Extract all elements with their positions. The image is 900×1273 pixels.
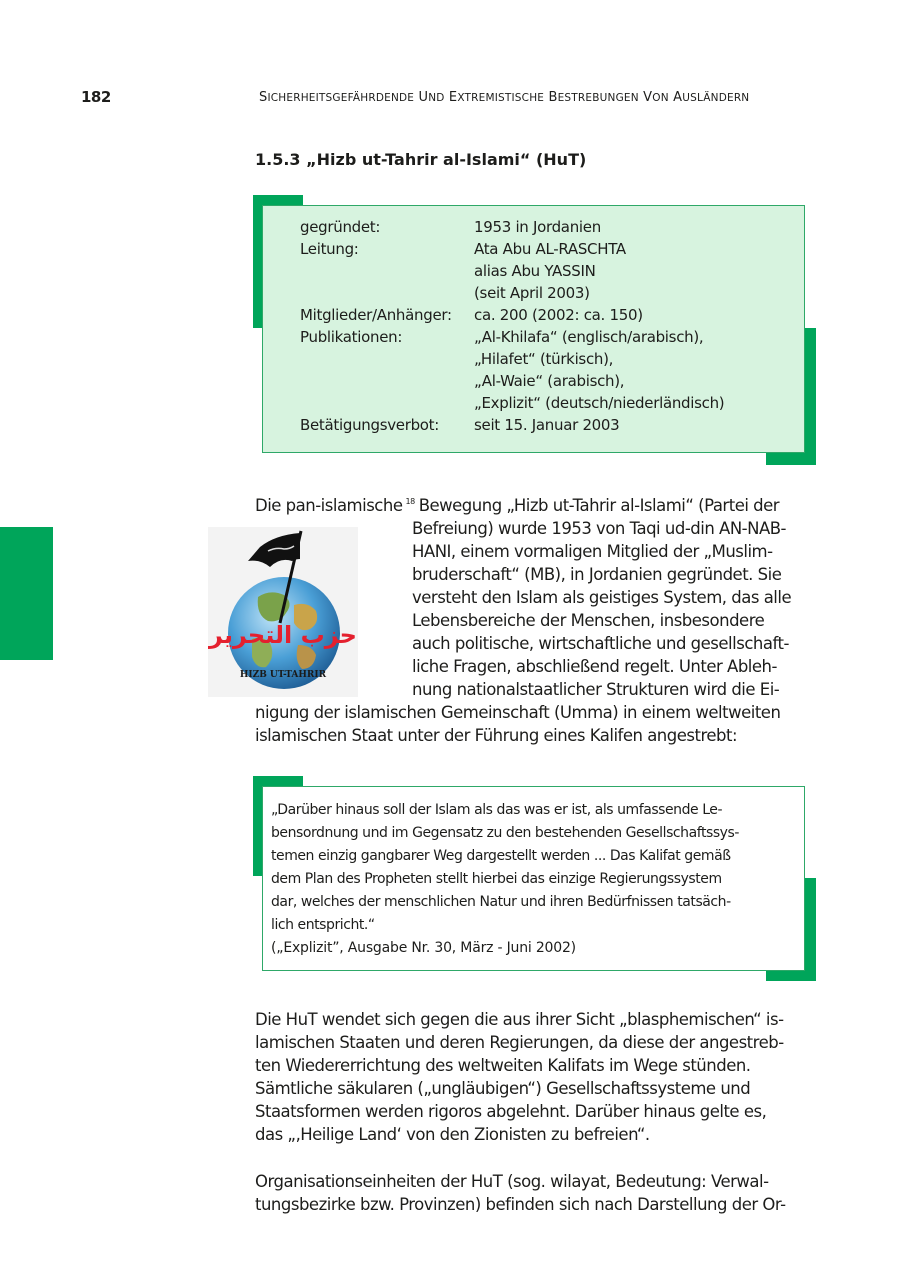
fact-row — [300, 414, 794, 436]
text-line: dar, welches der menschlichen Natur und ihren Bedürfnissen tatsäch- — [271, 894, 731, 910]
fact-label: Leitung: — [300, 240, 359, 258]
fact-value: (seit April 2003) — [474, 284, 590, 302]
fact-value: ca. 200 (2002: ca. 150) — [474, 306, 643, 324]
text-line: dem Plan des Propheten stellt hierbei das einzige Regierungssystem — [271, 871, 722, 887]
fact-row — [300, 238, 794, 260]
fact-box-accent-bottom — [766, 453, 816, 465]
quote-box-accent-left — [253, 776, 262, 876]
text-line: lamischen Staaten und deren Regierungen, da diese der angestreb- — [255, 1033, 784, 1052]
quote-box-accent-bottom — [766, 970, 816, 981]
fact-row — [300, 392, 794, 414]
fact-row — [300, 326, 794, 348]
fact-label — [300, 260, 474, 282]
fact-label: gegründet: — [300, 218, 381, 236]
fact-row — [300, 348, 794, 370]
text-line: Staatsformen werden rigoros abgelehnt. Darüber hinaus gelte es, — [255, 1102, 767, 1121]
fact-label: Betätigungsverbot: — [300, 416, 440, 434]
text-line: versteht den Islam als geistiges System, das alle — [412, 588, 792, 607]
text-line: „Darüber hinaus soll der Islam als das was er ist, als umfassende Le- — [271, 802, 723, 818]
running-header: SICHERHEITSGEFÄHRDENDE UND EXTREMISTISCHE BESTREBUNGEN VON AUSLÄNDERN — [259, 90, 750, 105]
logo-graphic — [208, 527, 358, 697]
fact-row — [300, 282, 794, 304]
paragraph-1-first-line-start: Die pan-islamische — [255, 496, 403, 515]
footnote-ref: 18 — [405, 497, 415, 506]
paragraph-1-full — [255, 701, 780, 747]
hizb-ut-tahrir-logo — [208, 527, 358, 697]
quote-source: („Explizit”, Ausgabe Nr. 30, März - Juni 2002) — [271, 940, 576, 956]
fact-label — [300, 370, 474, 392]
page-number: 182 — [81, 88, 111, 106]
paragraph-1-first-line-end: Bewegung „Hizb ut-Tahrir al-Islami“ (Partei der — [418, 496, 780, 515]
text-line: Sämtliche säkularen („ungläubigen“) Gesellschaftssysteme und — [255, 1079, 751, 1098]
paragraph-3 — [255, 1170, 786, 1216]
text-line: tungsbezirke bzw. Provinzen) befinden sich nach Darstellung der Or- — [255, 1195, 786, 1214]
paragraph-2 — [255, 1008, 784, 1146]
fact-row — [300, 260, 794, 282]
text-line: das „‚Heilige Land‘ von den Zionisten zu befreien“. — [255, 1125, 650, 1144]
text-line: nigung der islamischen Gemeinschaft (Umma) in einem weltweiten — [255, 703, 781, 722]
paragraph-1-wrapped — [412, 517, 791, 701]
fact-value: seit 15. Januar 2003 — [474, 416, 620, 434]
text-line: bruderschaft“ (MB), in Jordanien gegründet. Sie — [412, 565, 782, 584]
quote-text — [271, 799, 739, 960]
logo-arabic-text: حزب التحرير — [209, 621, 357, 649]
quote-box-accent-top — [253, 776, 303, 786]
text-line: nung nationalstaatlicher Strukturen wird die Ei- — [412, 680, 780, 699]
fact-value: alias Abu YASSIN — [474, 262, 596, 280]
fact-value: „Al-Khilafa“ (englisch/arabisch), — [474, 328, 704, 346]
black-flag-icon — [248, 533, 300, 567]
fact-value: „Hilafet“ (türkisch), — [474, 350, 614, 368]
fact-box-accent-right — [805, 328, 816, 465]
fact-value: „Explizit“ (deutsch/niederländisch) — [474, 394, 725, 412]
section-title: 1.5.3 „Hizb ut-Tahrir al-Islami“ (HuT) — [255, 150, 587, 169]
text-line: Lebensbereiche der Menschen, insbesondere — [412, 611, 765, 630]
fact-row — [300, 216, 794, 238]
fact-value: 1953 in Jordanien — [474, 218, 601, 236]
text-line: islamischen Staat unter der Führung eines Kalifen angestrebt: — [255, 726, 738, 745]
text-line: Die HuT wendet sich gegen die aus ihrer Sicht „blasphemischen“ is- — [255, 1010, 784, 1029]
fact-row — [300, 370, 794, 392]
fact-label — [300, 392, 474, 414]
fact-label — [300, 348, 474, 370]
text-line: temen einzig gangbarer Weg dargestellt werden ... Das Kalifat gemäß — [271, 848, 731, 864]
text-line: lich entspricht.“ — [271, 917, 375, 933]
text-line: HANI, einem vormaligen Mitglied der „Muslim- — [412, 542, 773, 561]
text-line: Organisationseinheiten der HuT (sog. wilayat, Bedeutung: Verwal- — [255, 1172, 769, 1191]
text-line: bensordnung und im Gegensatz zu den bestehenden Gesellschaftssys- — [271, 825, 739, 841]
fact-box-accent-left — [253, 195, 262, 328]
margin-marker — [0, 527, 53, 660]
fact-list — [300, 216, 794, 436]
fact-label — [300, 282, 474, 304]
quote-box-accent-right — [805, 878, 816, 981]
fact-row — [300, 304, 794, 326]
text-line: auch politische, wirtschaftliche und gesellschaft- — [412, 634, 789, 653]
logo-latin-text: HIZB UT-TAHRIR — [239, 670, 327, 680]
fact-box-accent-top — [253, 195, 303, 205]
quote-lines — [271, 799, 739, 937]
fact-value: „Al-Waie“ (arabisch), — [474, 372, 625, 390]
fact-label: Publikationen: — [300, 328, 403, 346]
text-line: liche Fragen, abschließend regelt. Unter Ableh- — [412, 657, 777, 676]
fact-value: Ata Abu AL-RASCHTA — [474, 240, 626, 258]
text-line: Befreiung) wurde 1953 von Taqi ud-din AN-NAB- — [412, 519, 787, 538]
text-line: ten Wiedererrichtung des weltweiten Kalifats im Wege stünden. — [255, 1056, 751, 1075]
fact-label: Mitglieder/Anhänger: — [300, 306, 452, 324]
